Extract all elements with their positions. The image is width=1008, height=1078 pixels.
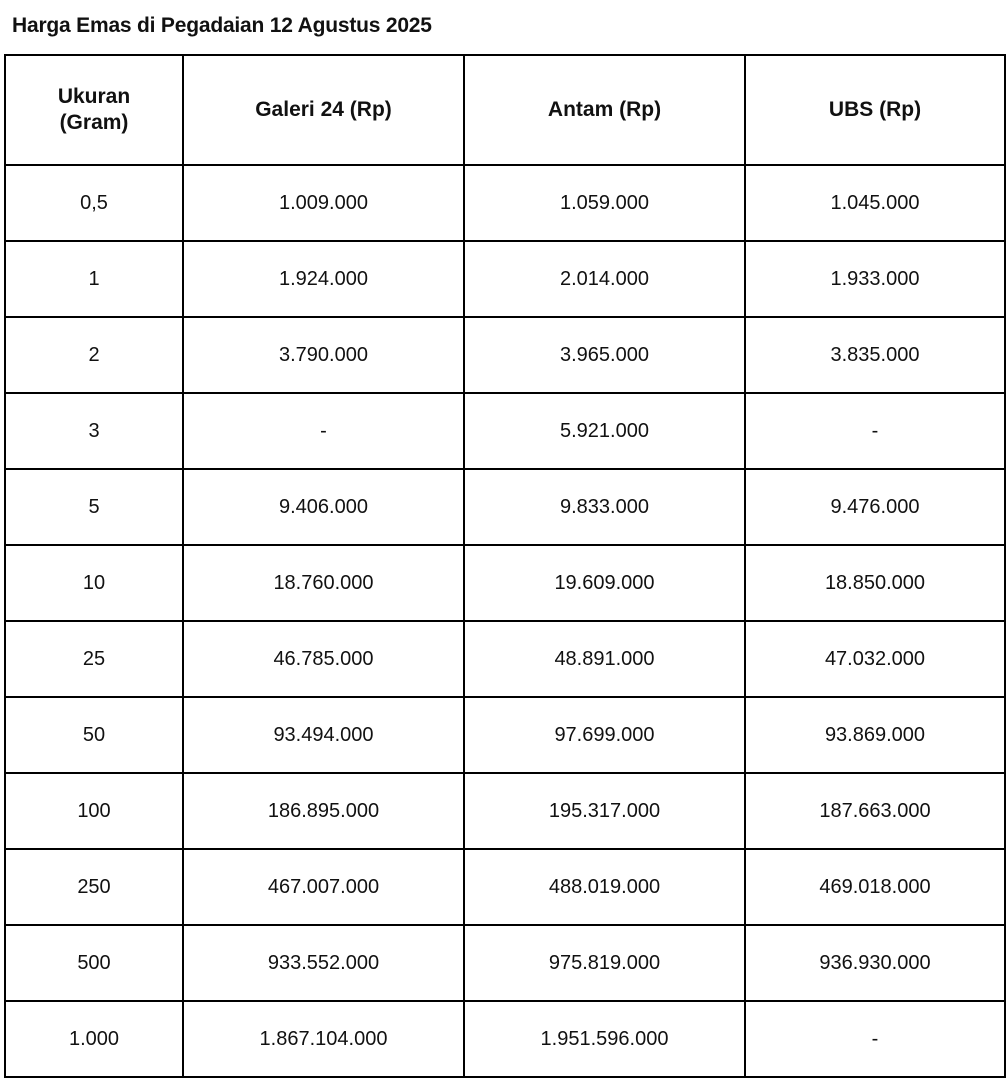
cell-ukuran: 250 [5,849,183,925]
table-row [5,621,1005,697]
cell-antam: 97.699.000 [464,697,745,773]
cell-antam: 488.019.000 [464,849,745,925]
cell-ukuran: 500 [5,925,183,1001]
cell-ubs: 18.850.000 [745,545,1005,621]
cell-antam: 1.059.000 [464,165,745,241]
table-row [5,773,1005,849]
table-row [5,469,1005,545]
table-row [5,697,1005,773]
cell-galeri24: 933.552.000 [183,925,464,1001]
cell-ubs: 47.032.000 [745,621,1005,697]
table-row [5,849,1005,925]
cell-galeri24: 1.867.104.000 [183,1001,464,1077]
table-header-row [5,55,1005,165]
table-head [5,55,1005,165]
page-title: Harga Emas di Pegadaian 12 Agustus 2025 [12,14,432,37]
cell-antam: 48.891.000 [464,621,745,697]
cell-ubs: 1.933.000 [745,241,1005,317]
cell-ukuran: 25 [5,621,183,697]
cell-antam: 975.819.000 [464,925,745,1001]
cell-ukuran: 2 [5,317,183,393]
cell-ubs: 187.663.000 [745,773,1005,849]
column-header-ukuran [5,55,183,165]
cell-ukuran: 100 [5,773,183,849]
cell-galeri24: 1.924.000 [183,241,464,317]
cell-ukuran: 50 [5,697,183,773]
cell-antam: 9.833.000 [464,469,745,545]
table-row [5,393,1005,469]
table-row [5,317,1005,393]
table-container [0,54,1008,1078]
cell-galeri24: 467.007.000 [183,849,464,925]
cell-ukuran: 5 [5,469,183,545]
cell-ubs: - [745,393,1005,469]
table-row [5,241,1005,317]
cell-antam: 3.965.000 [464,317,745,393]
cell-ukuran: 1 [5,241,183,317]
column-header-ubs: UBS (Rp) [745,55,1005,165]
table-row [5,165,1005,241]
cell-galeri24: 93.494.000 [183,697,464,773]
cell-ubs: 469.018.000 [745,849,1005,925]
table-row [5,545,1005,621]
cell-antam: 19.609.000 [464,545,745,621]
cell-ubs: - [745,1001,1005,1077]
cell-ukuran: 10 [5,545,183,621]
cell-ubs: 93.869.000 [745,697,1005,773]
gold-price-table [4,54,1006,1078]
cell-galeri24: 3.790.000 [183,317,464,393]
column-header-galeri24: Galeri 24 (Rp) [183,55,464,165]
column-header-ukuran-line2: (Gram) [59,111,129,134]
table-body [5,165,1005,1077]
cell-galeri24: 18.760.000 [183,545,464,621]
cell-antam: 5.921.000 [464,393,745,469]
cell-ukuran: 0,5 [5,165,183,241]
column-header-antam: Antam (Rp) [464,55,745,165]
cell-ukuran: 3 [5,393,183,469]
cell-ubs: 1.045.000 [745,165,1005,241]
cell-ubs: 936.930.000 [745,925,1005,1001]
cell-galeri24: 46.785.000 [183,621,464,697]
cell-galeri24: - [183,393,464,469]
cell-galeri24: 9.406.000 [183,469,464,545]
cell-galeri24: 186.895.000 [183,773,464,849]
cell-ubs: 9.476.000 [745,469,1005,545]
cell-antam: 195.317.000 [464,773,745,849]
cell-ubs: 3.835.000 [745,317,1005,393]
table-row [5,925,1005,1001]
table-row [5,1001,1005,1077]
cell-antam: 1.951.596.000 [464,1001,745,1077]
cell-ukuran: 1.000 [5,1001,183,1077]
cell-antam: 2.014.000 [464,241,745,317]
cell-galeri24: 1.009.000 [183,165,464,241]
column-header-ukuran-line1: Ukuran [57,84,131,108]
